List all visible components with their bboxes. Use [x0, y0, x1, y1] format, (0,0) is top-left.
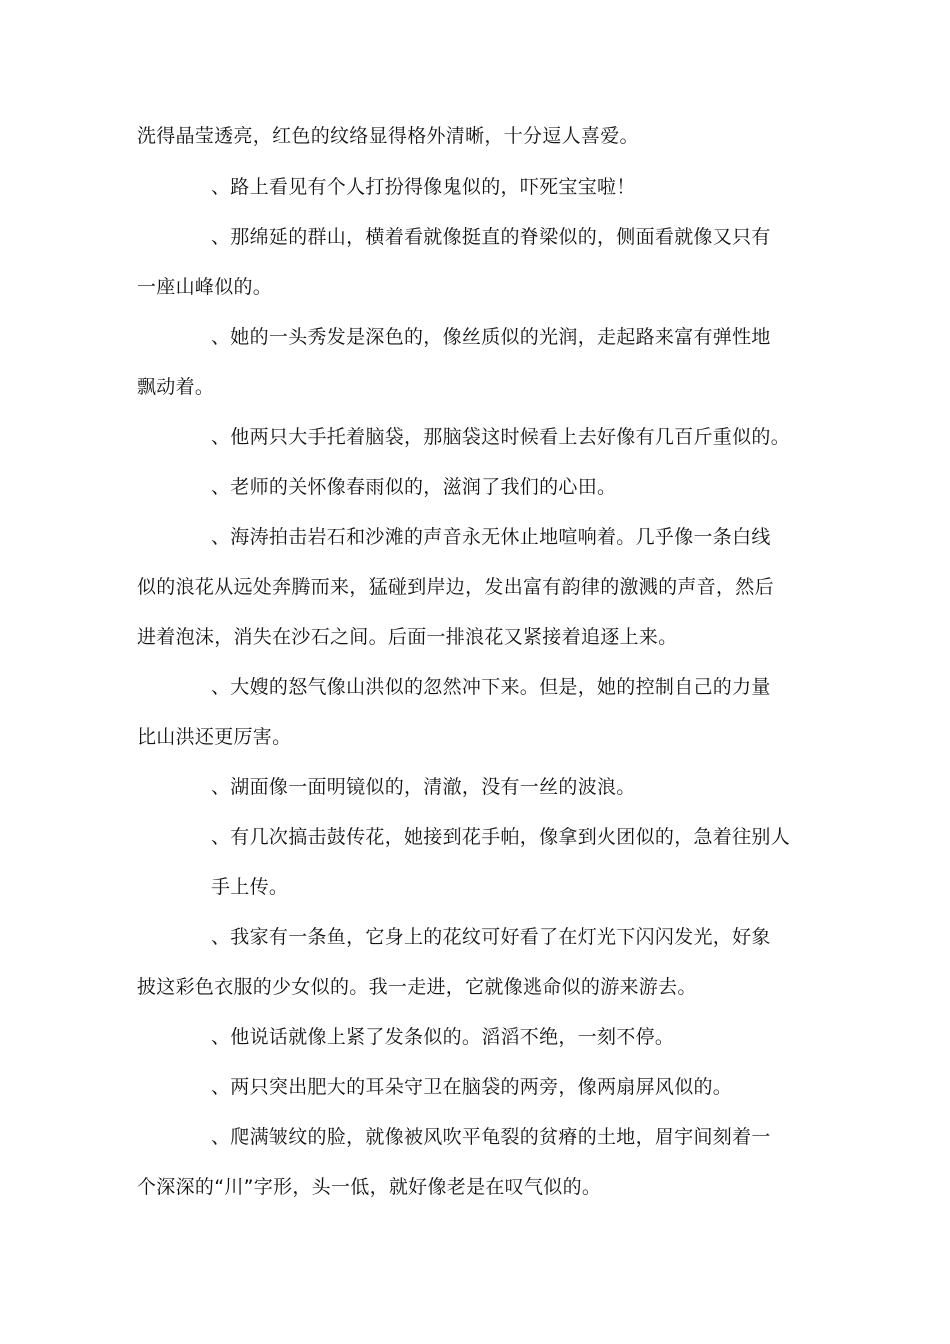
text-line: 、那绵延的群山，横着看就像挺直的脊梁似的，侧面看就像又只有: [211, 226, 771, 248]
text-line: 、路上看见有个人打扮得像鬼似的，吓死宝宝啦！: [211, 176, 636, 198]
text-line: 进着泡沫，消失在沙石之间。后面一排浪花又紧接着追逐上来。: [137, 626, 678, 648]
text-line: 、爬满皱纹的脸，就像被风吹平龟裂的贫瘠的土地，眉宇间刻着一: [211, 1126, 771, 1148]
text-line: 似的浪花从远处奔腾而来，猛碰到岸边，发出富有韵律的激溅的声音，然后: [137, 576, 774, 598]
text-line: 、大嫂的怒气像山洪似的忽然冲下来。但是，她的控制自己的力量: [211, 676, 771, 698]
text-line: 、他两只大手托着脑袋，那脑袋这时候看上去好像有几百斤重似的。: [211, 426, 791, 448]
text-line: 、老师的关怀像春雨似的，滋润了我们的心田。: [211, 476, 617, 498]
text-line: 、两只突出肥大的耳朵守卫在脑袋的两旁，像两扇屏风似的。: [211, 1076, 733, 1098]
text-line: 洗得晶莹透亮，红色的纹络显得格外清晰，十分逗人喜爱。: [137, 125, 639, 147]
text-line: 披这彩色衣服的少女似的。我一走进，它就像逃命似的游来游去。: [137, 976, 697, 998]
text-line: 比山洪还更厉害。: [137, 726, 292, 748]
text-line: 、她的一头秀发是深色的，像丝质似的光润，走起路来富有弹性地: [211, 326, 771, 348]
text-line: 飘动着。: [137, 376, 215, 398]
text-line: 、我家有一条鱼，它身上的花纹可好看了在灯光下闪闪发光，好象: [211, 926, 771, 948]
text-line: 、有几次搞击鼓传花，她接到花手帕，像拿到火团似的，急着往别人: [211, 826, 791, 848]
text-line: 个深深的“川”字形，头一低，就好像老是在叹气似的。: [137, 1176, 602, 1198]
text-line: 一座山峰似的。: [137, 276, 273, 298]
text-line: 、他说话就像上紧了发条似的。滔滔不绝，一刻不停。: [211, 1026, 675, 1048]
text-line: 、湖面像一面明镜似的，清澈，没有一丝的波浪。: [211, 776, 636, 798]
text-line: 、海涛拍击岩石和沙滩的声音永无休止地喧响着。几乎像一条白线: [211, 526, 771, 548]
text-line: 手上传。: [211, 876, 289, 898]
